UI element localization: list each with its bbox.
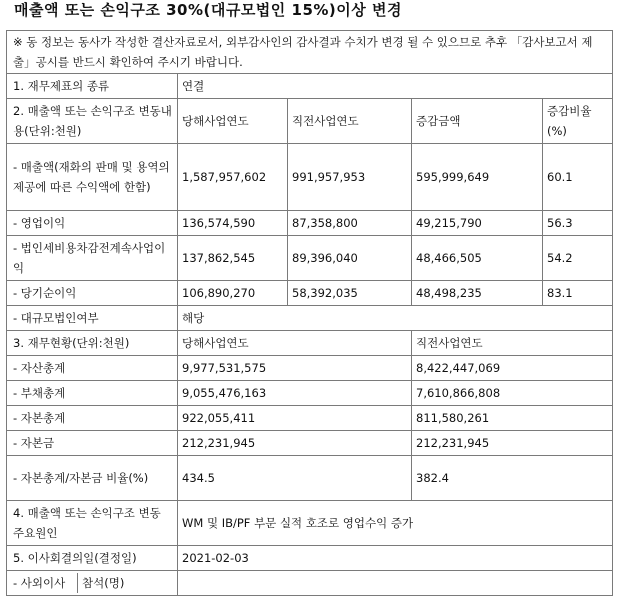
disclosure-table [6,30,613,596]
section2-header-row [7,99,613,144]
board-date-label: 5. 이사회결의일(결정일) [7,546,178,571]
notice-row [7,31,613,74]
section3-header-previous: 직전사업연도 [412,331,613,356]
outside-director-label [7,571,178,596]
net-income-current: 106,890,270 [178,281,288,306]
table-row [7,211,613,236]
total-equity-current: 922,055,411 [178,406,412,431]
pretax-income-label: - 법인세비용차감전계속사업이익 [7,236,178,281]
section2-header-current: 당해사업연도 [178,99,288,144]
section2-header-change: 증감금액 [412,99,543,144]
net-income-rate: 83.1 [543,281,613,306]
table-row [7,144,613,211]
revenue-previous: 991,957,953 [288,144,412,211]
total-assets-label: - 자산총계 [7,356,178,381]
statement-type-row [7,74,613,99]
net-income-label: - 당기순이익 [7,281,178,306]
total-assets-current: 9,977,531,575 [178,356,412,381]
operating-income-rate: 56.3 [543,211,613,236]
large-corp-row [7,306,613,331]
statement-type-label: 1. 재무제표의 종류 [7,74,178,99]
table-row [7,356,613,381]
section3-label: 3. 재무현황(단위:천원) [7,331,178,356]
revenue-label: - 매출액(재화의 판매 및 용역의 제공에 따른 수익액에 한함) [7,144,178,211]
equity-ratio-label: - 자본총계/자본금 비율(%) [7,456,178,501]
revenue-rate: 60.1 [543,144,613,211]
table-row [7,381,613,406]
operating-income-previous: 87,358,800 [288,211,412,236]
board-date-row [7,546,613,571]
cause-label: 4. 매출액 또는 손익구조 변동 주요원인 [7,501,178,546]
notice-text: ※ 동 정보는 동사가 작성한 결산자료로서, 외부감사인의 감사결과 수치가 변경 될 수 있으므로 추후 「감사보고서 제출」공시를 반드시 확인하여 주시기 바랍니다. [7,31,613,74]
total-equity-previous: 811,580,261 [412,406,613,431]
table-row [7,406,613,431]
revenue-current: 1,587,957,602 [178,144,288,211]
net-income-previous: 58,392,035 [288,281,412,306]
capital-stock-current: 212,231,945 [178,431,412,456]
total-equity-label: - 자본총계 [7,406,178,431]
operating-income-change: 49,215,790 [412,211,543,236]
pretax-income-current: 137,862,545 [178,236,288,281]
total-assets-previous: 8,422,447,069 [412,356,613,381]
pretax-income-change: 48,466,505 [412,236,543,281]
table-row [7,456,613,501]
operating-income-label: - 영업이익 [7,211,178,236]
table-row [7,236,613,281]
section2-label: 2. 매출액 또는 손익구조 변동내용(단위:천원) [7,99,178,144]
section3-header-current: 당해사업연도 [178,331,412,356]
pretax-income-rate: 54.2 [543,236,613,281]
net-income-change: 48,498,235 [412,281,543,306]
outside-director-label-text: - 사외이사 [13,576,66,590]
outside-director-value [178,571,613,596]
large-corp-label: - 대규모법인여부 [7,306,178,331]
page-title: 매출액 또는 손익구조 30%(대규모법인 15%)이상 변경 [14,1,402,19]
revenue-change: 595,999,649 [412,144,543,211]
total-liabilities-previous: 7,610,866,808 [412,381,613,406]
outside-director-row [7,571,613,596]
capital-stock-previous: 212,231,945 [412,431,613,456]
section2-header-previous: 직전사업연도 [288,99,412,144]
operating-income-current: 136,574,590 [178,211,288,236]
capital-stock-label: - 자본금 [7,431,178,456]
table-row [7,281,613,306]
section3-header-row [7,331,613,356]
board-date-value: 2021-02-03 [178,546,613,571]
table-row [7,431,613,456]
total-liabilities-current: 9,055,476,163 [178,381,412,406]
large-corp-value: 해당 [178,306,613,331]
attendance-label: 참석(명) [77,573,124,593]
equity-ratio-previous: 382.4 [412,456,613,501]
cause-row [7,501,613,546]
section2-header-rate: 증감비율(%) [543,99,613,144]
equity-ratio-current: 434.5 [178,456,412,501]
pretax-income-previous: 89,396,040 [288,236,412,281]
statement-type-value: 연결 [178,74,613,99]
total-liabilities-label: - 부채총계 [7,381,178,406]
cause-value: WM 및 IB/PF 부문 실적 호조로 영업수익 증가 [178,501,613,546]
